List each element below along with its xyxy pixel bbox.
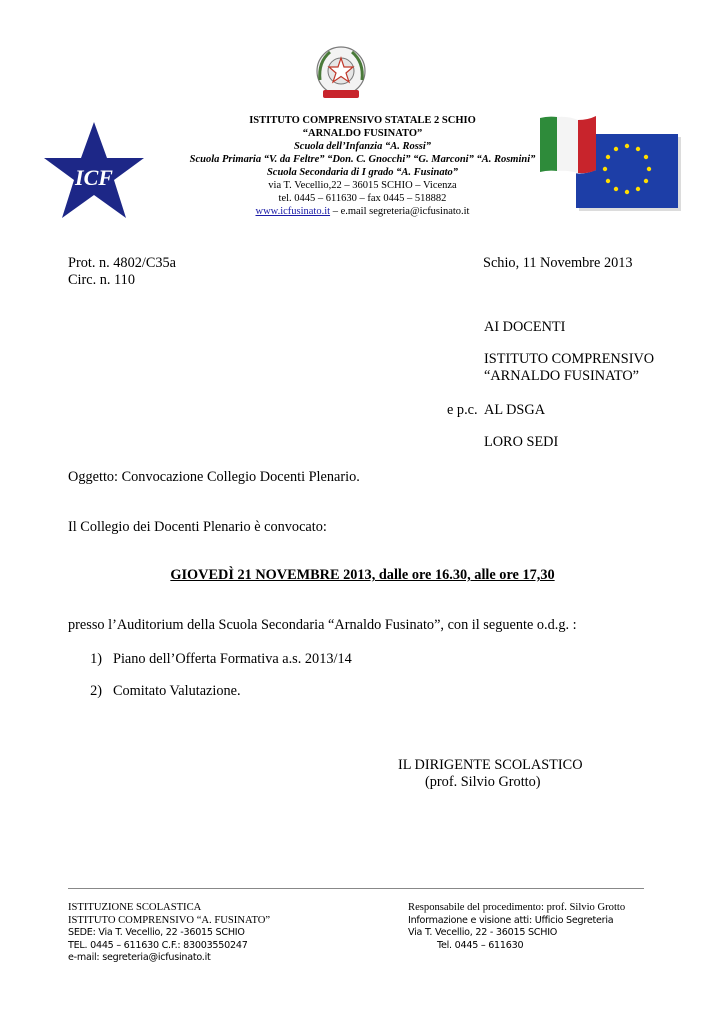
intro-line: Il Collegio dei Docenti Plenario è convocato: bbox=[68, 519, 327, 535]
footer-left-line: SEDE: Via T. Vecellio, 22 -36015 SCHIO bbox=[68, 927, 245, 938]
footer-right-line: Responsabile del procedimento: prof. Silvio Grotto bbox=[408, 902, 626, 913]
location-line: presso l’Auditorium della Scuola Secondaria “Arnaldo Fusinato”, con il seguente o.d.g. : bbox=[68, 617, 577, 633]
email-text: – e.mail segreteria@icfusinato.it bbox=[330, 206, 470, 217]
icf-star-logo-icon bbox=[40, 118, 148, 226]
footer-left-line: ISTITUZIONE SCOLASTICA bbox=[68, 902, 202, 913]
institute-name: “ARNALDO FUSINATO” bbox=[302, 128, 423, 139]
footer-left-line: TEL. 0445 – 611630 C.F.: 83003550247 bbox=[68, 939, 248, 951]
agenda-item: Piano dell’Offerta Formativa a.s. 2013/14 bbox=[113, 651, 352, 667]
protocol-number: Prot. n. 4802/C35a bbox=[68, 255, 177, 271]
footer-right-line: Tel. 0445 – 611630 bbox=[437, 939, 524, 951]
contact-line bbox=[120, 205, 605, 218]
pc-label: e p.c. bbox=[447, 402, 478, 418]
address-line: via T. Vecellio,22 – 36015 SCHIO – Vicenza bbox=[268, 180, 457, 191]
circular-number: Circ. n. 110 bbox=[68, 272, 135, 288]
school-header bbox=[120, 114, 605, 218]
primaria-line: Scuola Primaria “V. da Feltre” “Don. C. Gnocchi” “G. Marconi” “A. Rosmini” bbox=[189, 154, 536, 165]
infanzia-line: Scuola dell’Infanzia “A. Rossi” bbox=[293, 141, 432, 152]
signature-name: (prof. Silvio Grotto) bbox=[425, 774, 541, 790]
website-link[interactable]: www.icfusinato.it bbox=[255, 206, 331, 217]
agenda-item: Comitato Valutazione. bbox=[113, 683, 241, 699]
footer-left-line: e-mail: segreteria@icfusinato.it bbox=[68, 952, 211, 963]
recipient-istituto-line2: “ARNALDO FUSINATO” bbox=[484, 368, 640, 384]
meeting-datetime: GIOVEDÌ 21 NOVEMBRE 2013, dalle ore 16.30, alle ore 17,30 bbox=[170, 567, 555, 583]
agenda-number: 1) bbox=[90, 651, 102, 667]
footer-right-line: Informazione e visione atti: Ufficio Segreteria bbox=[408, 914, 614, 926]
signature-title: IL DIRIGENTE SCOLASTICO bbox=[398, 757, 583, 773]
footer-right-line: Via T. Vecellio, 22 - 36015 SCHIO bbox=[408, 927, 558, 938]
italy-eu-flags-icon bbox=[538, 112, 683, 214]
recipient-loro-sedi: LORO SEDI bbox=[484, 434, 559, 450]
secondaria-line: Scuola Secondaria di I grado “A. Fusinato” bbox=[266, 167, 459, 178]
icf-logo-text: ICF bbox=[75, 165, 113, 190]
institute-title: ISTITUTO COMPRENSIVO STATALE 2 SCHIO bbox=[249, 115, 476, 126]
subject-line: Oggetto: Convocazione Collegio Docenti Plenario. bbox=[68, 469, 360, 485]
agenda-number: 2) bbox=[90, 683, 102, 699]
phone-line: tel. 0445 – 611630 – fax 0445 – 518882 bbox=[278, 193, 447, 204]
place-date: Schio, 11 Novembre 2013 bbox=[483, 255, 633, 271]
recipient-dsga: AL DSGA bbox=[484, 402, 546, 418]
recipient-istituto-line1: ISTITUTO COMPRENSIVO bbox=[484, 351, 655, 367]
footer-divider bbox=[68, 888, 644, 889]
footer-left-line: ISTITUTO COMPRENSIVO “A. FUSINATO” bbox=[68, 914, 271, 926]
republic-emblem-icon bbox=[310, 42, 372, 104]
recipient-docenti: AI DOCENTI bbox=[484, 319, 566, 335]
